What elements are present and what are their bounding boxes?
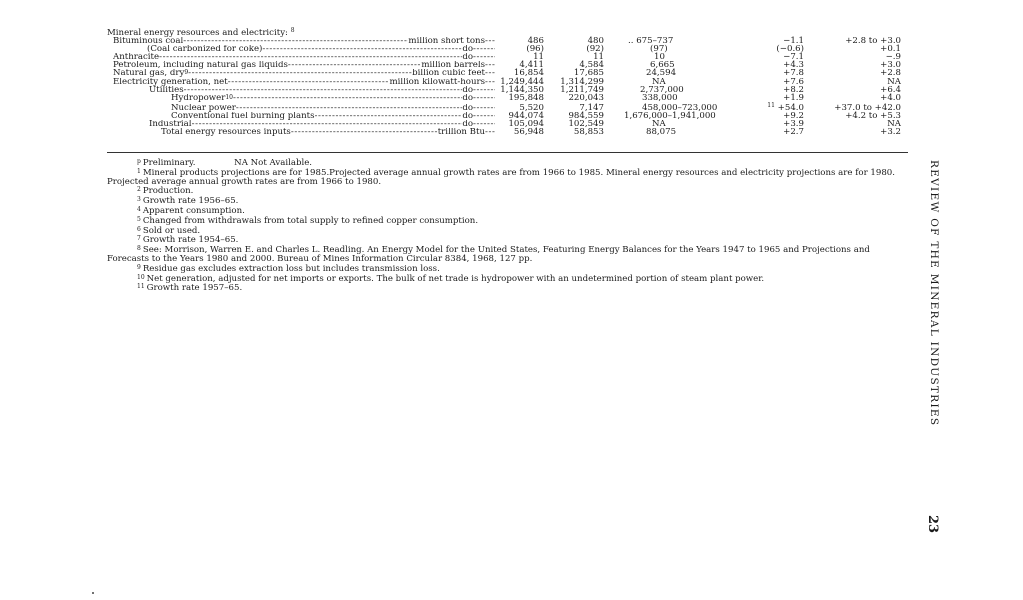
row-label: Total energy resources inputs [161,128,291,137]
value-projection: 675–737 [636,36,674,47]
value-projection: 2,737,000 [640,84,684,95]
value-col1: 5,520 [519,102,544,113]
row-label: (Coal carbonized for coke) [147,45,263,54]
footnote: $^8$ See: Morrison, Warren E. and Charles L. Readling. An Energy Model for the United States, Featuring Energy Balances for the Years 1947 to 1965 and Projections and [137,245,870,256]
leader-mark: .. [628,36,634,47]
row-unit: do [462,53,473,62]
value-rate2: +0.1 [880,44,902,55]
row-unit: billion cubic feet [412,69,485,78]
row-label: Electricity generation, net [113,77,228,86]
value-col1: (96) [526,44,544,55]
running-header: REVIEW OF THE MINERAL INDUSTRIES [928,160,940,427]
footnote-na: NA Not Available. [234,158,313,168]
value-rate1: +2.7 [783,127,804,138]
footnote-continuation: Forecasts to the Years 1980 and 2000. Bureau of Mines Information Circular 8384, 1968, 127 pp. [107,253,533,264]
value-col2: 220,043 [568,92,604,103]
row-unit: trillion Btu [437,128,485,137]
value-rate2: +4.0 [880,92,902,103]
table-row [107,128,907,136]
row-label: Hydropower [171,93,226,102]
value-rate1: +1.9 [783,92,804,103]
row-label: Industrial [149,120,192,129]
footnote-ref: 8 [290,27,295,34]
value-col2: 984,559 [568,110,604,121]
row-unit: do [462,111,473,121]
section-title: Mineral energy resources and electricity: [107,28,288,38]
value-rate1: +3.9 [783,119,804,130]
value-projection: 6,665 [650,60,675,71]
value-projection: NA [652,76,666,87]
value-rate2: +2.8 to +3.0 [845,36,902,47]
value-col1: 486 [527,36,544,47]
value-col1: 1,249,444 [500,76,544,87]
value-col2: 11 [593,52,604,63]
row-label: Natural gas, dry [113,69,185,78]
value-col2: 7,147 [579,102,604,113]
row-unit: do [462,103,473,112]
row-unit: million kilowatt-hours [389,77,485,86]
footnote-text: Preliminary. [142,158,196,168]
value-col2: 102,549 [568,119,604,130]
value-rate2: +2.8 [880,68,902,79]
table-row [107,94,907,102]
footnote-mark: p [137,158,141,165]
value-col1: 195,848 [508,92,544,103]
footnote: $^3$ Growth rate 1956–65. [137,196,239,207]
value-rate1: −7.1 [783,52,804,63]
value-col1: 56,948 [513,127,544,138]
value-col1: 1,144,350 [500,84,544,95]
scan-speck [92,592,94,594]
value-rate1: (−0.6) [776,44,804,55]
footnote: $^{10}$ Net generation, adjusted for net imports or exports. The bulk of net trade is hydropower with an undetermined portion of steam plant power. [137,273,765,284]
row-unit: do [462,93,473,102]
value-rate1: +4.3 [783,60,804,71]
value-col1: 105,094 [508,119,544,130]
row-label: Nuclear power [171,103,236,112]
footnote-ref: 10 [225,93,233,101]
value-col1: 944,074 [508,110,544,121]
value-rate2: +3.0 [880,60,902,71]
row-label: Conventional fuel burning plants [171,111,315,121]
footnote: $^4$ Apparent consumption. [137,205,245,216]
row-label: Anthracite [113,53,160,62]
footnote-preliminary [107,158,917,168]
value-rate2: NA [887,76,902,87]
value-projection: 24,594 [646,68,677,79]
footnote: $^7$ Growth rate 1954–65. [137,235,239,246]
value-rate1: +7.8 [783,68,804,79]
value-projection: 458,000–723,000 [642,102,718,113]
value-projection: (97) [650,44,668,55]
energy-resources-table [107,27,907,136]
value-rate2: +6.4 [880,84,902,95]
page-number: 23 [925,515,940,534]
value-col2: 480 [587,36,604,47]
value-rate2: −.9 [885,52,902,63]
footnote-continuation: Projected average annual growth rates are from 1966 to 1980. [107,176,382,187]
value-col2: 1,211,749 [560,84,604,95]
value-projection: 10 [654,52,665,63]
value-col2: 4,584 [579,60,604,71]
value-col2: 1,314,299 [560,76,604,87]
value-rate1: +9.2 [783,110,804,121]
value-rate2: +3.2 [880,127,902,138]
footnote: $^5$ Changed from withdrawals from total supply to refined copper consumption. [137,215,479,226]
value-rate2: +4.2 to +5.3 [845,110,902,121]
footnote: $^9$ Residue gas excludes extraction loss but includes transmission loss. [137,263,440,274]
row-unit: do [462,120,473,129]
footnote-divider [107,152,908,153]
row-label: Bituminous coal [113,37,184,46]
value-rate2: NA [887,119,902,130]
row-unit: do [462,45,473,54]
row-unit: do [462,85,473,94]
value-projection: 88,075 [646,127,677,138]
value-col1: 4,411 [519,60,544,71]
value-projection: 338,000 [642,92,678,103]
value-projection: 1,676,000–1,941,000 [624,110,716,121]
footnote-ref: 9 [184,69,189,77]
value-projection: NA [652,119,666,130]
value-col2: 58,853 [573,127,604,138]
value-col2: (92) [586,44,604,55]
row-unit: million short tons [408,37,485,46]
footnote: $^{11}$ Growth rate 1957–65. [137,283,243,294]
footnote: $^2$ Production. [137,186,194,197]
value-rate1: +7.6 [783,76,804,87]
value-rate1: +54.0 [777,102,804,113]
row-label: Utilities [149,85,184,94]
value-col2: 17,685 [573,68,604,79]
value-rate2: +37.0 to +42.0 [834,102,902,113]
value-col1: 16,854 [513,68,544,79]
row-label: Petroleum, including natural gas liquids [113,61,288,70]
value-col1: 11 [533,52,544,63]
value-rate1: +8.2 [783,84,804,95]
footnote: $^6$ Sold or used. [137,225,201,236]
footnotes [107,158,917,293]
footnote: $^1$ Mineral products projections are for 1985.Projected average annual growth rates are from 1966 to 1985. Mineral energy resources and electricity projections are for 1980. [137,167,896,178]
row-unit: million barrels [421,61,485,70]
footnote-ref: 11 [767,101,775,109]
value-rate1: −1.1 [783,36,804,47]
